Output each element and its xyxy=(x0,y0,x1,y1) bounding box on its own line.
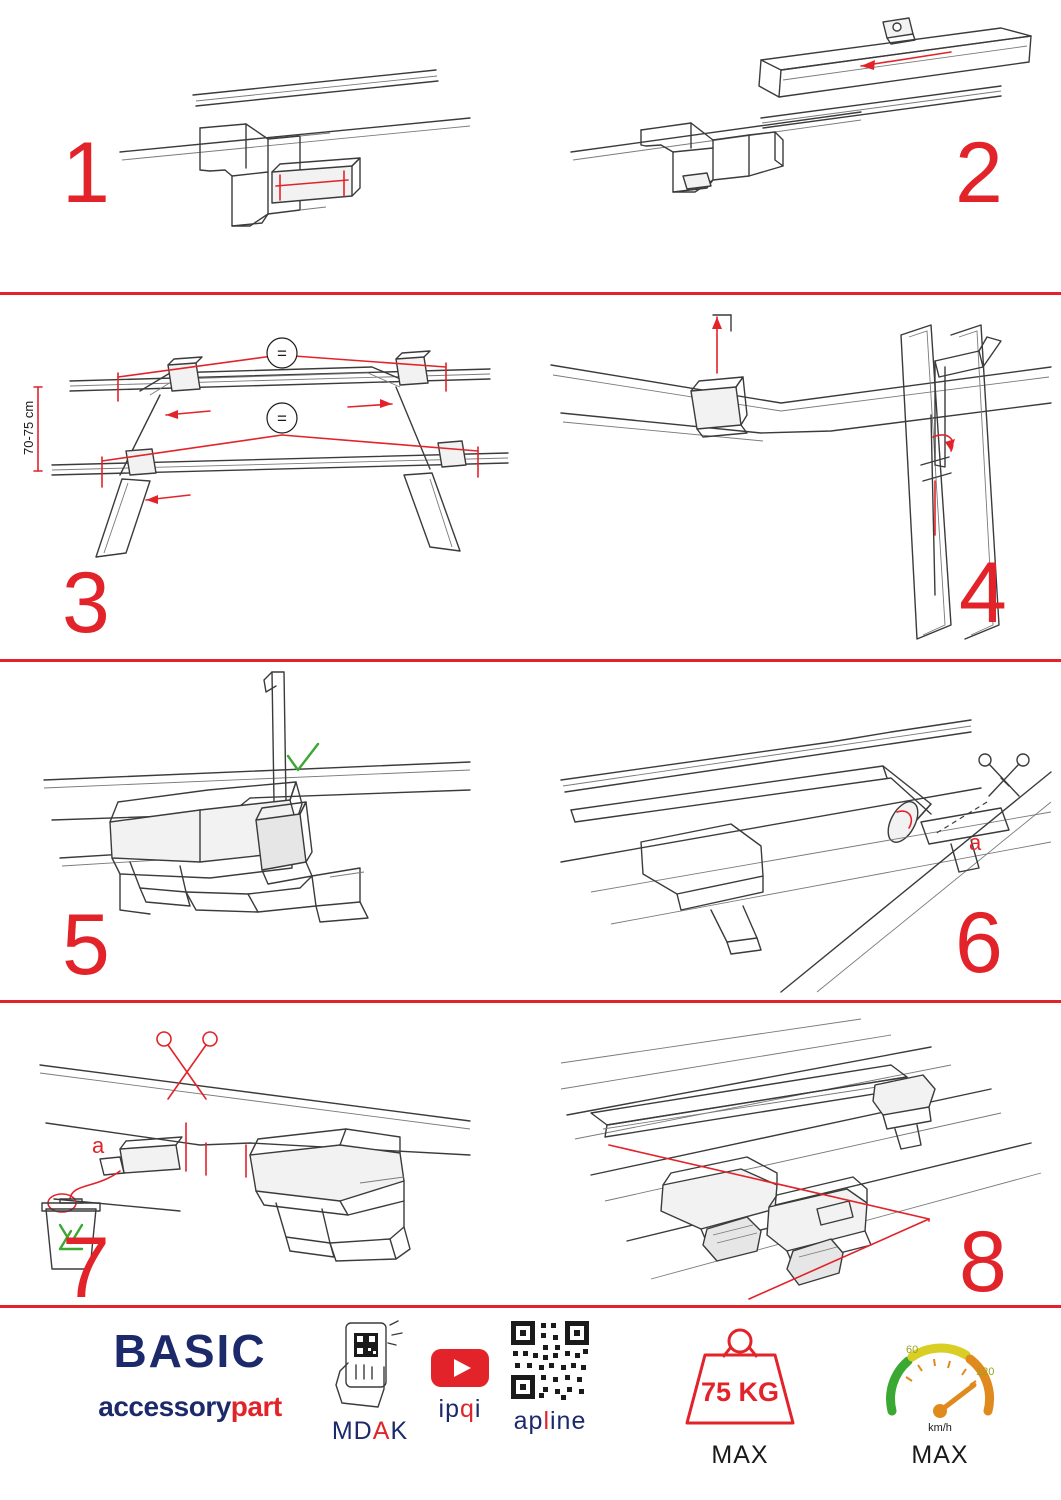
step-number-1: 1 xyxy=(62,125,108,221)
label-a-step7: a xyxy=(92,1133,105,1158)
step-number-8: 8 xyxy=(959,1214,1005,1305)
logo-label-mdak: MDAK xyxy=(331,1417,409,1445)
step-panel-4 xyxy=(531,295,1061,659)
step-panel-1 xyxy=(0,0,530,292)
brand-accessorypart xyxy=(60,1389,320,1425)
step-number-3: 3 xyxy=(62,555,108,651)
step-number-2: 2 xyxy=(955,125,1001,221)
brand-basic: BASIC xyxy=(113,1325,267,1377)
qr-code-icon[interactable] xyxy=(509,1319,591,1401)
footer xyxy=(0,1305,1061,1500)
svg-text:60: 60 xyxy=(906,1344,919,1356)
label-a-step6: a xyxy=(969,830,982,855)
speedometer-icon xyxy=(870,1315,1010,1439)
max-load-block xyxy=(650,1315,830,1470)
logo-apline xyxy=(470,1319,630,1436)
logo-label-apline: apline xyxy=(513,1407,587,1435)
step-panel-6 xyxy=(531,662,1061,1000)
step-number-4: 4 xyxy=(959,545,1005,641)
max-load-caption: MAX xyxy=(711,1441,769,1469)
max-load-value: 75 KG xyxy=(700,1377,780,1407)
step-panel-7 xyxy=(0,1003,530,1305)
max-speed-block xyxy=(850,1315,1030,1470)
weight-icon xyxy=(675,1315,805,1439)
speed-unit: km/h xyxy=(928,1422,952,1434)
svg-text:=: = xyxy=(277,344,287,363)
scissors-icon-red xyxy=(157,1032,217,1099)
step-number-6: 6 xyxy=(955,895,1001,991)
brand-word-accent: part xyxy=(230,1391,282,1422)
brand-block xyxy=(60,1325,320,1425)
step-number-5: 5 xyxy=(62,897,108,993)
svg-text:=: = xyxy=(277,409,287,428)
step-panel-3 xyxy=(0,295,530,659)
step-panel-5 xyxy=(0,662,530,1000)
dimension-label: 70-75 cm xyxy=(21,400,36,455)
max-speed-caption: MAX xyxy=(911,1441,969,1469)
step-number-7: 7 xyxy=(62,1220,108,1305)
logo-label-ipqi: ipqi xyxy=(438,1395,482,1423)
brand-word-dark: accessory xyxy=(98,1391,231,1422)
step-panel-2 xyxy=(531,0,1061,292)
step-panel-8 xyxy=(531,1003,1061,1305)
svg-text:120: 120 xyxy=(976,1366,995,1378)
scissors-icon xyxy=(979,754,1029,796)
